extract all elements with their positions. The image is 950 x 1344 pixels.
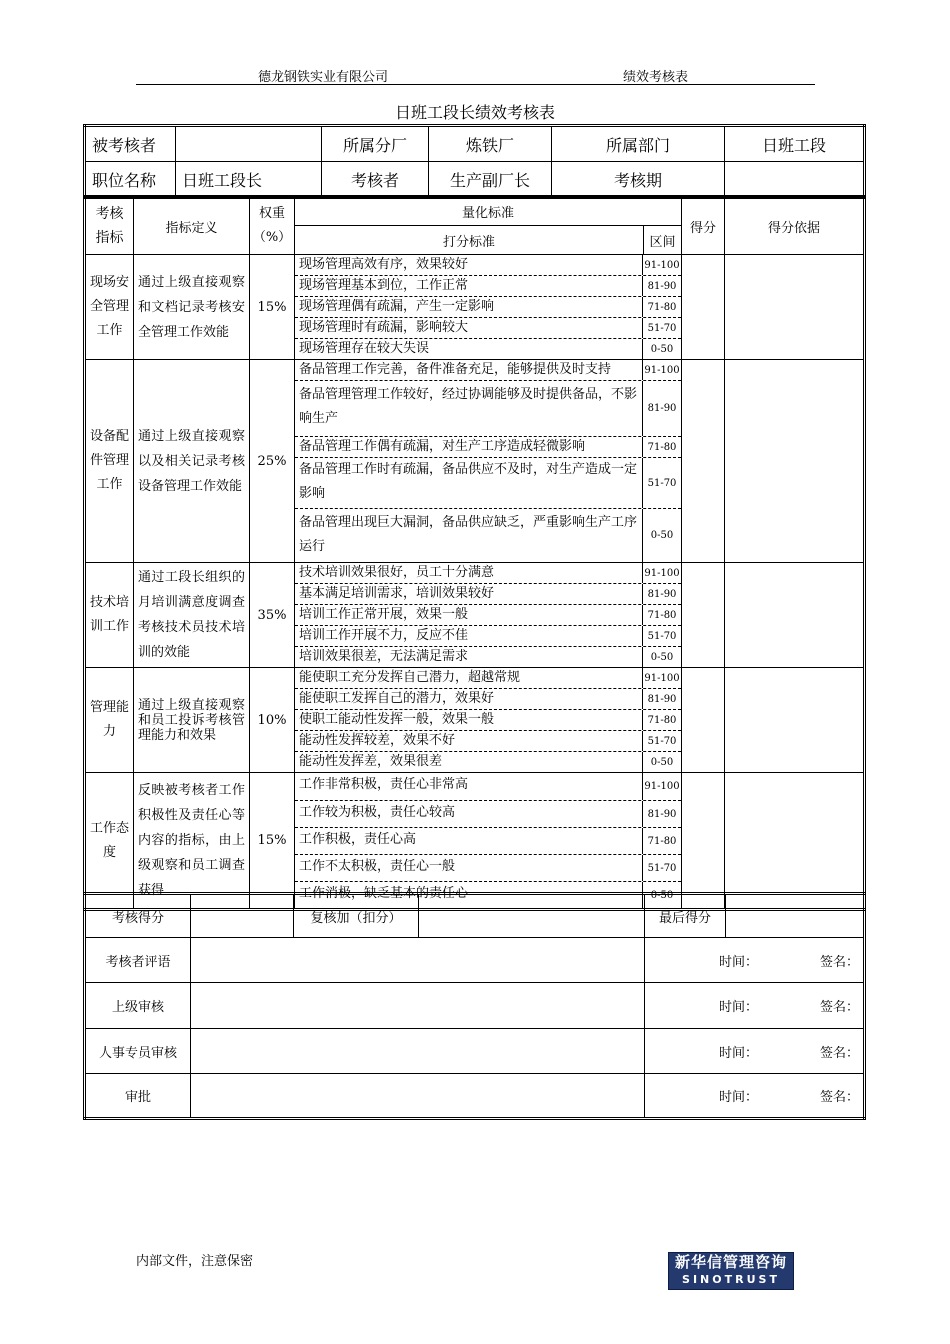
basis-cell[interactable] — [725, 255, 865, 360]
standard-row — [295, 437, 681, 458]
indicator-definition: 通过上级直接观察以及相关记录考核设备管理工作效能 — [134, 360, 250, 563]
standard-row — [295, 276, 681, 297]
sinotrust-logo — [668, 1252, 794, 1290]
approval-content[interactable] — [191, 938, 645, 983]
score-cell[interactable] — [682, 773, 725, 910]
standard-text: 现场管理存在较大失误 — [299, 341, 430, 356]
indicator-definition: 通过工段长组织的月培训满意度调查考核技术员技术培训的效能 — [134, 563, 250, 668]
scoring-header: 打分标准 — [295, 226, 644, 255]
standard-range: 71-80 — [642, 710, 681, 730]
indicator-weight: 15% — [250, 255, 295, 360]
approval-time-sign[interactable] — [645, 1029, 865, 1074]
standard-range: 51-70 — [642, 318, 681, 338]
indicator-name: 工作态度 — [85, 773, 134, 910]
indicator-weight: 15% — [250, 773, 295, 910]
approval-label: 审批 — [85, 1074, 191, 1119]
final-label: 最后得分 — [645, 894, 726, 938]
standard-row — [295, 731, 681, 752]
standard-row — [295, 458, 681, 509]
indicator-weight: 25% — [250, 360, 295, 563]
standard-text: 工作积极，责任心高 — [299, 832, 417, 847]
approval-label: 人事专员审核 — [85, 1029, 191, 1074]
indicator-definition: 通过上级直接观察和文档记录考核安全管理工作效能 — [134, 255, 250, 360]
approval-time-sign[interactable] — [645, 983, 865, 1029]
standards-list — [295, 255, 682, 360]
approval-label: 考核者评语 — [85, 938, 191, 983]
approval-time-sign[interactable] — [645, 1074, 865, 1119]
standard-range: 71-80 — [642, 828, 681, 854]
score-header: 得分 — [682, 197, 725, 255]
standards-list — [295, 360, 682, 563]
standard-row — [295, 855, 681, 882]
indicator-header: 考核指标 — [85, 197, 134, 255]
standard-text: 培训效果很差，无法满足需求 — [299, 649, 469, 664]
standard-text: 使职工能动性发挥一般，效果一般 — [299, 712, 495, 727]
standard-text: 现场管理基本到位，工作正常 — [299, 278, 469, 293]
standard-text: 能使职工发挥自己的潜力，效果好 — [299, 691, 495, 706]
score-label: 考核得分 — [85, 894, 191, 938]
indicator-name: 管理能力 — [85, 668, 134, 773]
standards-list — [295, 773, 682, 910]
standard-row — [295, 668, 681, 689]
score-cell[interactable] — [682, 563, 725, 668]
range-header: 区间 — [644, 226, 682, 255]
approval-content[interactable] — [191, 983, 645, 1029]
standard-range: 51-70 — [642, 626, 681, 646]
standard-text: 备品管理工作完善，备件准备充足，能够提供及时支持 — [299, 362, 612, 377]
standard-text: 能动性发挥差，效果很差 — [299, 754, 443, 769]
sign-label: 签名： — [820, 1045, 860, 1061]
summary-table — [83, 892, 866, 1120]
standard-text: 备品管理管理工作较好，经过协调能够及时提供备品，不影响生产 — [299, 387, 638, 426]
final-value[interactable] — [726, 894, 865, 938]
standard-text: 培训工作正常开展，效果一般 — [299, 607, 469, 622]
dept-value[interactable]: 日班工段 — [725, 126, 865, 162]
weight-header — [250, 197, 295, 255]
basis-cell[interactable] — [725, 773, 865, 910]
indicator-name: 设备配件管理工作 — [85, 360, 134, 563]
header-company: 德龙钢铁实业有限公司 — [258, 70, 389, 85]
standard-text: 基本满足培训需求，培训效果较好 — [299, 586, 495, 601]
standard-row — [295, 752, 681, 772]
standard-range: 51-70 — [642, 458, 681, 508]
score-cell[interactable] — [682, 255, 725, 360]
standards-list — [295, 563, 682, 668]
standard-row — [295, 605, 681, 626]
standard-text: 培训工作开展不力，反应不佳 — [299, 628, 469, 643]
standard-row — [295, 563, 681, 584]
basis-cell[interactable] — [725, 563, 865, 668]
standard-text: 能使职工充分发挥自己潜力，超越常规 — [299, 670, 521, 685]
position-value[interactable]: 日班工段长 — [176, 162, 322, 198]
standard-text: 能动性发挥较差，效果不好 — [299, 733, 456, 748]
indicator-name: 技术培训工作 — [85, 563, 134, 668]
standard-row — [295, 584, 681, 605]
standard-range: 81-90 — [642, 584, 681, 604]
standard-text: 现场管理偶有疏漏，产生一定影响 — [299, 299, 495, 314]
time-label: 时间： — [719, 954, 759, 970]
sign-label: 签名： — [820, 1000, 860, 1015]
logo-cn: 新华信管理咨询 — [674, 1253, 787, 1271]
logo-en: SINOTRUST — [682, 1273, 780, 1286]
standard-row — [295, 255, 681, 276]
evaluation-table — [83, 195, 866, 911]
branch-label: 所属分厂 — [322, 126, 429, 162]
standard-row — [295, 381, 681, 437]
standard-text: 工作消极，缺乏基本的责任心 — [299, 886, 469, 901]
review-label: 复核加（扣分） — [294, 894, 419, 938]
standard-range: 71-80 — [642, 605, 681, 625]
standard-row — [295, 773, 681, 801]
branch-value[interactable]: 炼铁厂 — [429, 126, 552, 162]
standard-row — [295, 318, 681, 339]
basis-cell[interactable] — [725, 668, 865, 773]
approval-content[interactable] — [191, 1074, 645, 1119]
basis-header: 得分依据 — [725, 197, 865, 255]
weight-header-unit: （%） — [252, 230, 292, 245]
assessee-label: 被考核者 — [85, 126, 176, 162]
standard-text: 现场管理时有疏漏，影响较大 — [299, 320, 469, 335]
standard-row — [295, 339, 681, 359]
score-cell[interactable] — [682, 668, 725, 773]
header-doc-type: 绩效考核表 — [623, 70, 689, 85]
definition-header: 指标定义 — [134, 197, 250, 255]
standard-text: 工作不太积极，责任心一般 — [299, 859, 456, 874]
standard-row — [295, 828, 681, 855]
assessor-label: 考核者 — [322, 162, 429, 198]
standard-range: 0-50 — [642, 882, 681, 908]
position-label: 职位名称 — [85, 162, 176, 198]
standard-range: 91-100 — [642, 360, 681, 380]
dept-label: 所属部门 — [552, 126, 725, 162]
standard-range: 81-90 — [642, 689, 681, 709]
standard-text: 工作较为积极，责任心较高 — [299, 805, 456, 820]
indicator-definition: 反映被考核者工作积极性及责任心等内容的指标，由上级观察和员工调查获得 — [134, 773, 250, 910]
standard-range: 81-90 — [642, 276, 681, 296]
score-cell[interactable] — [682, 360, 725, 563]
indicator-weight: 10% — [250, 668, 295, 773]
standard-text: 现场管理高效有序，效果较好 — [299, 257, 469, 272]
assessee-value[interactable] — [176, 126, 322, 162]
standard-range: 71-80 — [642, 297, 681, 317]
standard-range: 0-50 — [642, 339, 681, 359]
standard-range: 91-100 — [642, 255, 681, 275]
period-label: 考核期 — [552, 162, 725, 198]
standard-range: 81-90 — [642, 381, 681, 436]
score-value[interactable] — [191, 894, 294, 938]
standard-range: 0-50 — [642, 647, 681, 667]
info-table — [83, 124, 866, 199]
standards-list — [295, 668, 682, 773]
period-value[interactable] — [725, 162, 865, 198]
header-divider — [136, 84, 815, 85]
standard-range: 51-70 — [642, 731, 681, 751]
standard-row — [295, 710, 681, 731]
standard-range: 71-80 — [642, 437, 681, 457]
sign-label: 签名： — [820, 954, 860, 970]
footer-note: 内部文件，注意保密 — [136, 1254, 254, 1269]
approval-label: 上级审核 — [85, 983, 191, 1029]
approval-content[interactable] — [191, 1029, 645, 1074]
standard-row — [295, 297, 681, 318]
review-value[interactable] — [419, 894, 645, 938]
standard-text: 备品管理工作时有疏漏，备品供应不及时，对生产造成一定影响 — [299, 462, 638, 501]
approval-time-sign[interactable] — [645, 938, 865, 983]
standard-range: 91-100 — [642, 563, 681, 583]
standard-range: 91-100 — [642, 773, 681, 800]
standard-row — [295, 626, 681, 647]
standard-text: 工作非常积极，责任心非常高 — [299, 777, 469, 792]
indicator-weight: 35% — [250, 563, 295, 668]
standard-row — [295, 801, 681, 828]
standard-range: 91-100 — [642, 668, 681, 688]
standard-range: 51-70 — [642, 855, 681, 881]
page-title: 日班工段长绩效考核表 — [394, 103, 555, 122]
standard-text: 备品管理工作偶有疏漏，对生产工序造成轻微影响 — [299, 439, 586, 454]
standard-row — [295, 509, 681, 562]
time-label: 时间： — [719, 1000, 759, 1015]
sign-label: 签名： — [820, 1090, 860, 1105]
standard-range: 0-50 — [642, 752, 681, 772]
basis-cell[interactable] — [725, 360, 865, 563]
weight-header-label: 权重 — [258, 206, 285, 221]
standard-range: 0-50 — [642, 509, 681, 562]
indicator-definition: 通过上级直接观察和员工投诉考核管理能力和效果 — [134, 668, 250, 773]
assessor-value[interactable]: 生产副厂长 — [429, 162, 552, 198]
time-label: 时间： — [719, 1045, 759, 1061]
standard-row — [295, 647, 681, 667]
standard-text: 技术培训效果很好，员工十分满意 — [299, 565, 495, 580]
standard-row — [295, 689, 681, 710]
indicator-name: 现场安全管理工作 — [85, 255, 134, 360]
quant-header: 量化标准 — [295, 197, 682, 226]
time-label: 时间： — [719, 1090, 759, 1105]
standard-row — [295, 360, 681, 381]
standard-range: 81-90 — [642, 801, 681, 827]
standard-text: 备品管理出现巨大漏洞，备品供应缺乏，严重影响生产工序运行 — [299, 515, 638, 554]
